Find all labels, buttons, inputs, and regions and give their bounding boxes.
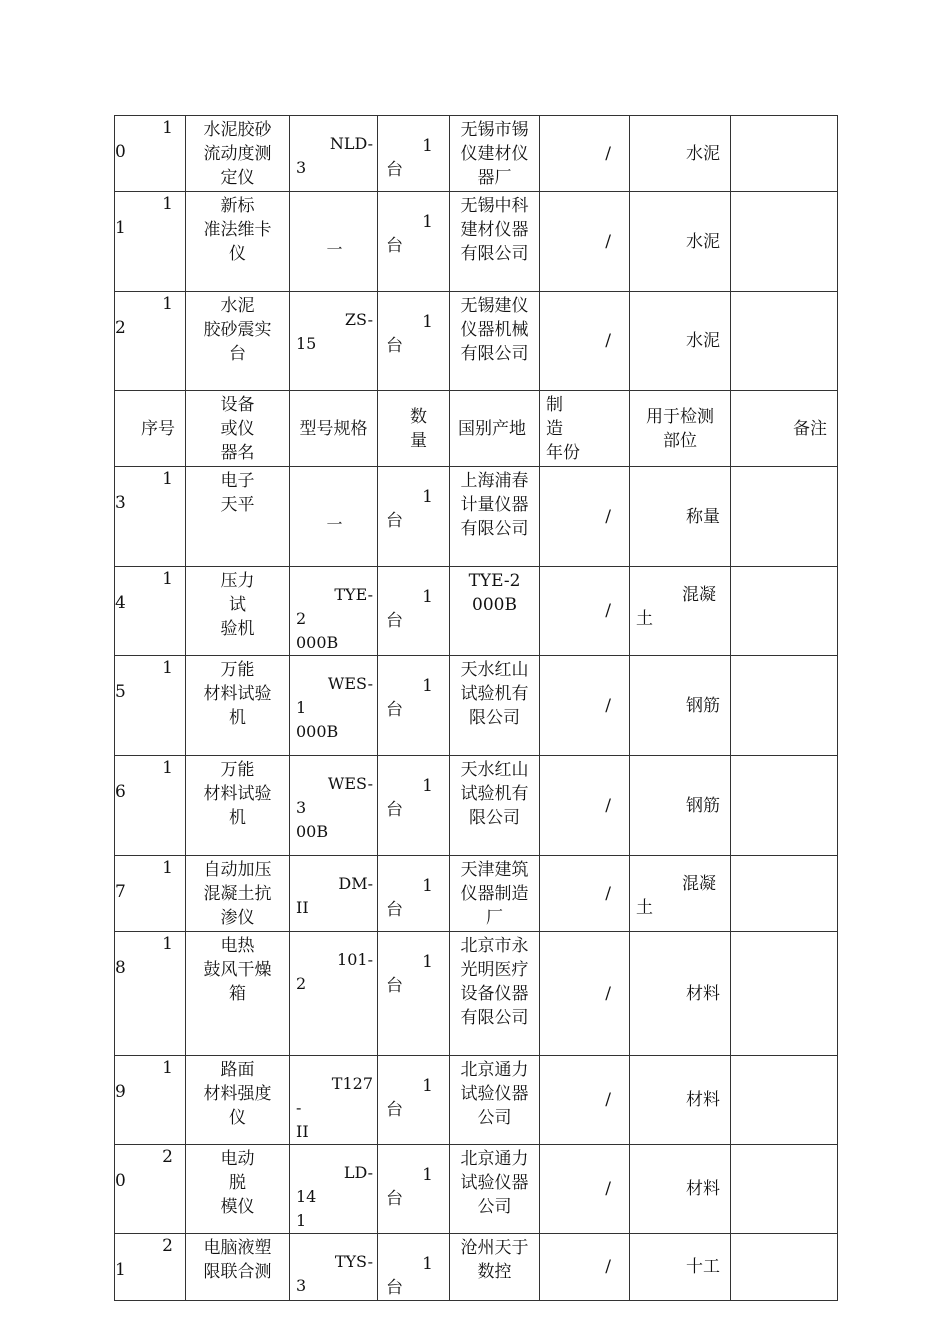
table-row [115, 1056, 838, 1145]
cell-no-hi: 1 [162, 294, 173, 314]
cell-name: 电子 天平 [186, 467, 290, 567]
cell-no-hi: 1 [162, 469, 173, 489]
cell-qty [378, 756, 450, 856]
cell-name: 水泥 胶砂震实 台 [186, 292, 290, 391]
cell-no-lo: 0 [115, 142, 126, 162]
table-header-row [115, 391, 838, 467]
cell-note [731, 192, 838, 292]
cell-model [290, 467, 378, 567]
cell-name: 自动加压 混凝土抗 渗仪 [186, 856, 290, 932]
cell-model [290, 1234, 378, 1301]
cell-no [115, 856, 186, 932]
cell-note [731, 1056, 838, 1145]
table-row [115, 756, 838, 856]
cell-model-lo: 2 000B [296, 609, 339, 652]
cell-qty-lo: 台 [386, 611, 403, 631]
cell-model-lo: 3 00B [296, 798, 329, 841]
cell-use: 称量 [630, 467, 731, 567]
cell-year: / [540, 467, 630, 567]
cell-no-hi: 2 [162, 1147, 173, 1167]
cell-qty [378, 1056, 450, 1145]
cell-name: 万能 材料试验 机 [186, 756, 290, 856]
cell-qty-hi: 1 [422, 676, 433, 696]
cell-qty-lo: 台 [386, 336, 403, 356]
header-qty: 数 量 [378, 391, 450, 467]
table-row [115, 656, 838, 756]
cell-no [115, 656, 186, 756]
cell-no [115, 932, 186, 1056]
cell-use: 十工 [630, 1234, 731, 1301]
cell-name: 路面 材料强度 仪 [186, 1056, 290, 1145]
cell-no-lo: 5 [115, 682, 126, 702]
header-year [540, 391, 630, 467]
cell-qty-lo: 台 [386, 800, 403, 820]
cell-no-hi: 1 [162, 194, 173, 214]
cell-model-hi: 一 [326, 514, 343, 534]
cell-year: / [540, 567, 630, 656]
cell-model-lo: 14 1 [296, 1187, 317, 1230]
cell-qty-lo: 台 [386, 160, 403, 180]
cell-qty-hi: 1 [422, 487, 433, 507]
cell-name: 水泥胶砂 流动度测 定仪 [186, 116, 290, 192]
cell-note [731, 567, 838, 656]
table-row [115, 932, 838, 1056]
cell-note [731, 292, 838, 391]
table-row [115, 292, 838, 391]
cell-no [115, 1056, 186, 1145]
cell-use-lo: 土 [636, 609, 653, 629]
cell-use-hi: 混凝 [682, 585, 716, 605]
cell-no [115, 467, 186, 567]
cell-qty [378, 467, 450, 567]
cell-maker: 上海浦春 计量仪器 有限公司 [450, 467, 540, 567]
header-origin: 国别产地 [450, 391, 540, 467]
cell-use [630, 567, 731, 656]
cell-year: / [540, 756, 630, 856]
cell-qty-hi: 1 [422, 776, 433, 796]
cell-model [290, 1145, 378, 1234]
cell-note [731, 1234, 838, 1301]
cell-model [290, 656, 378, 756]
cell-no-hi: 1 [162, 934, 173, 954]
cell-qty-hi: 1 [422, 587, 433, 607]
cell-model-hi: DM- [338, 874, 373, 893]
cell-qty [378, 567, 450, 656]
cell-year: / [540, 1145, 630, 1234]
cell-model-hi: NLD- [329, 134, 373, 153]
cell-qty-lo: 台 [386, 900, 403, 920]
cell-qty-hi: 1 [422, 952, 433, 972]
cell-maker: 无锡中科 建材仪器 有限公司 [450, 192, 540, 292]
table-row [115, 1145, 838, 1234]
cell-model-lo: - II [296, 1098, 309, 1141]
cell-maker: 天水红山 试验机有 限公司 [450, 756, 540, 856]
cell-maker: 北京通力 试验仪器 公司 [450, 1056, 540, 1145]
cell-model [290, 292, 378, 391]
cell-name: 电动 脱 模仪 [186, 1145, 290, 1234]
cell-use: 水泥 [630, 192, 731, 292]
cell-maker: 天津建筑 仪器制造 厂 [450, 856, 540, 932]
equipment-table [114, 115, 838, 1301]
cell-qty-hi: 1 [422, 136, 433, 156]
cell-note [731, 856, 838, 932]
cell-name: 电脑液塑 限联合测 [186, 1234, 290, 1301]
cell-use: 水泥 [630, 116, 731, 192]
cell-qty-lo: 台 [386, 236, 403, 256]
cell-use: 水泥 [630, 292, 731, 391]
cell-model-hi: WES- [327, 674, 373, 693]
cell-maker: 天水红山 试验机有 限公司 [450, 656, 540, 756]
cell-no-lo: 4 [115, 593, 126, 613]
cell-qty [378, 1145, 450, 1234]
cell-model-hi: 101- [337, 950, 373, 969]
cell-name: 电热 鼓风干燥 箱 [186, 932, 290, 1056]
cell-use: 钢筋 [630, 656, 731, 756]
table-row [115, 567, 838, 656]
cell-qty [378, 292, 450, 391]
cell-qty-hi: 1 [422, 1165, 433, 1185]
cell-model [290, 856, 378, 932]
cell-model-hi: T127 [331, 1074, 373, 1093]
cell-maker: TYE-2 000B [450, 567, 540, 656]
table-row [115, 116, 838, 192]
cell-model-hi: WES- [327, 774, 373, 793]
cell-note [731, 656, 838, 756]
cell-no [115, 1234, 186, 1301]
cell-no-hi: 2 [162, 1236, 173, 1256]
cell-model-hi: ZS- [344, 310, 373, 329]
cell-qty-lo: 台 [386, 976, 403, 996]
cell-no [115, 116, 186, 192]
cell-note [731, 1145, 838, 1234]
cell-qty-hi: 1 [422, 212, 433, 232]
cell-year: / [540, 192, 630, 292]
cell-no [115, 756, 186, 856]
cell-qty-lo: 台 [386, 1278, 403, 1298]
cell-maker: 无锡市锡 仪建材仪 器厂 [450, 116, 540, 192]
cell-qty-hi: 1 [422, 876, 433, 896]
header-year-text: 制 造 年份 [546, 394, 580, 463]
cell-qty-lo: 台 [386, 511, 403, 531]
cell-maker: 北京通力 试验仪器 公司 [450, 1145, 540, 1234]
cell-qty-lo: 台 [386, 700, 403, 720]
cell-year: / [540, 856, 630, 932]
cell-model [290, 192, 378, 292]
header-no: 序号 [115, 391, 186, 467]
cell-model-hi: TYS- [334, 1252, 373, 1271]
cell-model-lo: 15 [296, 334, 317, 353]
cell-no-hi: 1 [162, 1058, 173, 1078]
cell-no [115, 192, 186, 292]
cell-use-hi: 混凝 [682, 874, 716, 894]
cell-model-lo: 3 [296, 158, 307, 177]
cell-no-lo: 8 [115, 958, 126, 978]
cell-year: / [540, 292, 630, 391]
header-note: 备注 [731, 391, 838, 467]
cell-year: / [540, 116, 630, 192]
cell-name: 万能 材料试验 机 [186, 656, 290, 756]
cell-no-lo: 2 [115, 318, 126, 338]
cell-no [115, 567, 186, 656]
cell-no [115, 1145, 186, 1234]
cell-no-lo: 7 [115, 882, 126, 902]
cell-maker: 北京市永 光明医疗 设备仪器 有限公司 [450, 932, 540, 1056]
cell-model-hi: TYE- [334, 585, 373, 604]
cell-no-lo: 9 [115, 1082, 126, 1102]
cell-note [731, 467, 838, 567]
cell-note [731, 756, 838, 856]
table-body-top [115, 116, 838, 391]
cell-model-lo: II [296, 898, 309, 917]
cell-qty-hi: 1 [422, 1254, 433, 1274]
cell-qty [378, 116, 450, 192]
cell-use: 材料 [630, 1056, 731, 1145]
cell-no-lo: 3 [115, 493, 126, 513]
cell-no-lo: 1 [115, 1260, 126, 1280]
cell-note [731, 932, 838, 1056]
cell-year: / [540, 656, 630, 756]
cell-no-lo: 0 [115, 1171, 126, 1191]
cell-qty [378, 856, 450, 932]
cell-year: / [540, 932, 630, 1056]
cell-use: 钢筋 [630, 756, 731, 856]
table-header-row-group [115, 391, 838, 467]
cell-model-lo: 2 [296, 974, 307, 993]
cell-qty [378, 656, 450, 756]
cell-use [630, 856, 731, 932]
cell-no-hi: 1 [162, 758, 173, 778]
cell-no [115, 292, 186, 391]
cell-name: 压力 试 验机 [186, 567, 290, 656]
cell-qty-lo: 台 [386, 1189, 403, 1209]
cell-year: / [540, 1056, 630, 1145]
cell-use: 材料 [630, 932, 731, 1056]
table-row [115, 1234, 838, 1301]
table-body-bottom [115, 467, 838, 1301]
cell-no-hi: 1 [162, 658, 173, 678]
header-model: 型号规格 [290, 391, 378, 467]
cell-qty-hi: 1 [422, 312, 433, 332]
cell-qty-hi: 1 [422, 1076, 433, 1096]
cell-qty [378, 932, 450, 1056]
cell-model [290, 116, 378, 192]
cell-note [731, 116, 838, 192]
cell-qty-lo: 台 [386, 1100, 403, 1120]
cell-use: 材料 [630, 1145, 731, 1234]
cell-no-hi: 1 [162, 118, 173, 138]
cell-model-hi: 一 [326, 239, 343, 259]
cell-model-lo: 3 [296, 1276, 307, 1295]
cell-qty [378, 1234, 450, 1301]
header-name: 设备 或仪 器名 [186, 391, 290, 467]
table-row [115, 467, 838, 567]
cell-model-lo: 1 000B [296, 698, 339, 741]
cell-model-hi: LD- [343, 1163, 373, 1182]
cell-no-hi: 1 [162, 569, 173, 589]
table-row [115, 192, 838, 292]
header-use: 用于检测 部位 [630, 391, 731, 467]
cell-qty [378, 192, 450, 292]
cell-maker: 无锡建仪 仪器机械 有限公司 [450, 292, 540, 391]
cell-model [290, 756, 378, 856]
cell-model [290, 1056, 378, 1145]
cell-no-hi: 1 [162, 858, 173, 878]
cell-model [290, 567, 378, 656]
cell-year: / [540, 1234, 630, 1301]
table-row [115, 856, 838, 932]
cell-use-lo: 土 [636, 898, 653, 918]
cell-model [290, 932, 378, 1056]
cell-name: 新标 准法维卡 仪 [186, 192, 290, 292]
cell-no-lo: 1 [115, 218, 126, 238]
cell-no-lo: 6 [115, 782, 126, 802]
cell-maker: 沧州天于 数控 [450, 1234, 540, 1301]
